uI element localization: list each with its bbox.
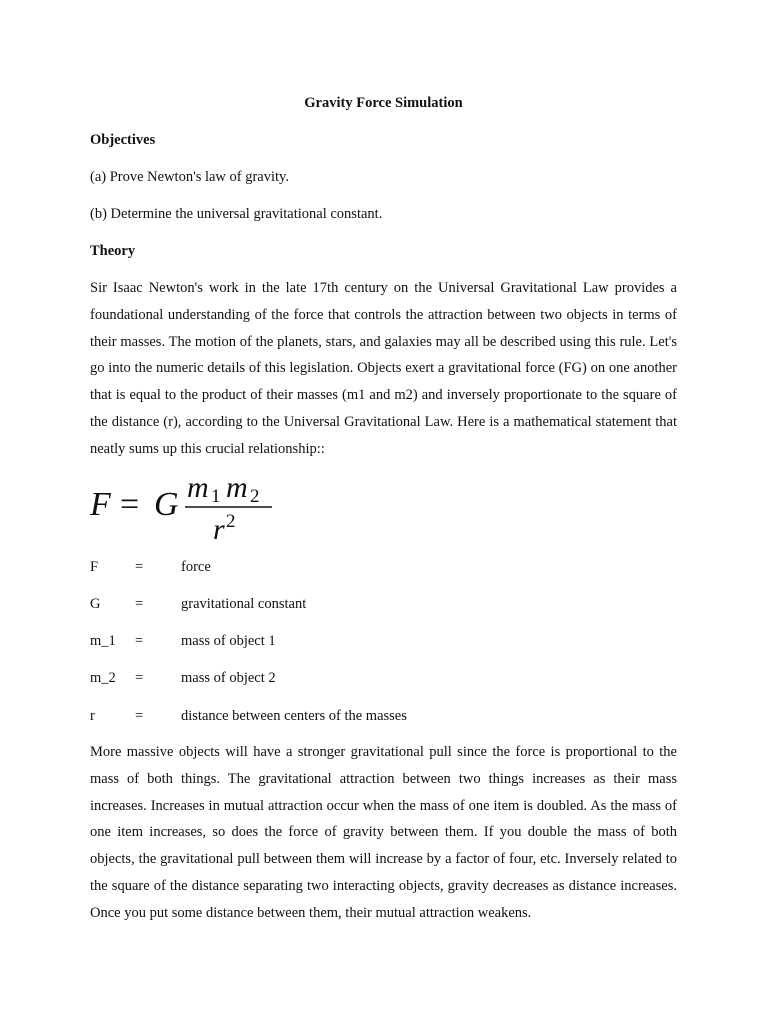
objectives-heading: Objectives xyxy=(90,132,156,148)
objective-a: (a) Prove Newton's law of gravity. xyxy=(90,169,289,185)
definition-meaning: distance between centers of the masses xyxy=(181,708,407,724)
formula-equals: = xyxy=(120,486,140,523)
definition-row xyxy=(90,706,677,726)
page-title: Gravity Force Simulation xyxy=(304,95,463,111)
formula-constant: G xyxy=(154,486,179,523)
formula-m2: m xyxy=(226,472,248,504)
definition-row xyxy=(90,594,677,614)
formula-lhs: F xyxy=(90,486,111,523)
formula-sub1: 1 xyxy=(211,486,221,507)
definition-meaning: mass of object 1 xyxy=(181,633,276,649)
formula-sub2: 2 xyxy=(250,486,260,507)
definition-meaning: force xyxy=(181,559,211,575)
closing-paragraph: More massive objects will have a stronger gravitational pull since the force is proportional to the mass of both things. The gravitational attraction between two things increases as their mass increases. Increases in mutual attraction occur when the mass of one item is doubled. As the mass of one item increases, so does the force of gravity between them. If you double the mass of both objects, the gravitational pull between them will increase by a factor of four, etc. Inversely related to the square of the distance separating two interacting objects, gravity decreases as distance increases. Once you put some distance between them, their mutual attraction weakens. xyxy=(90,744,677,921)
definition-symbol: m_2 xyxy=(90,670,116,686)
definition-equals: = xyxy=(135,559,144,575)
formula-m1: m xyxy=(187,472,209,504)
definition-equals: = xyxy=(135,708,144,724)
definition-equals: = xyxy=(135,596,144,612)
definition-symbol: r xyxy=(90,708,95,724)
definition-row xyxy=(90,557,677,577)
gravity-formula xyxy=(90,472,290,544)
formula-denominator: r xyxy=(213,513,225,544)
definition-symbol: m_1 xyxy=(90,633,116,649)
theory-paragraph: Sir Isaac Newton's work in the late 17th century on the Universal Gravitational Law provides a foundational understanding of the force that controls the attraction between two objects in terms of their masses. The motion of the planets, stars, and galaxies may all be described using this rule. Let's go into the numeric details of this legislation. Objects exert a gravitational force (FG) on one another that is equal to the product of their masses (m1 and m2) and inversely proportionate to the square of the distance (r), according to the Universal Gravitational Law. Here is a mathematical statement that neatly sums up this crucial relationship:: xyxy=(90,280,677,457)
definition-row xyxy=(90,631,677,651)
definition-row xyxy=(90,668,677,688)
definition-meaning: gravitational constant xyxy=(181,596,307,612)
formula-exponent: 2 xyxy=(226,511,236,532)
theory-heading: Theory xyxy=(90,243,136,259)
objective-b: (b) Determine the universal gravitational constant. xyxy=(90,206,383,222)
definition-equals: = xyxy=(135,670,144,686)
definition-meaning: mass of object 2 xyxy=(181,670,276,686)
definition-symbol: G xyxy=(90,596,101,612)
definition-equals: = xyxy=(135,633,144,649)
definition-symbol: F xyxy=(90,559,99,575)
